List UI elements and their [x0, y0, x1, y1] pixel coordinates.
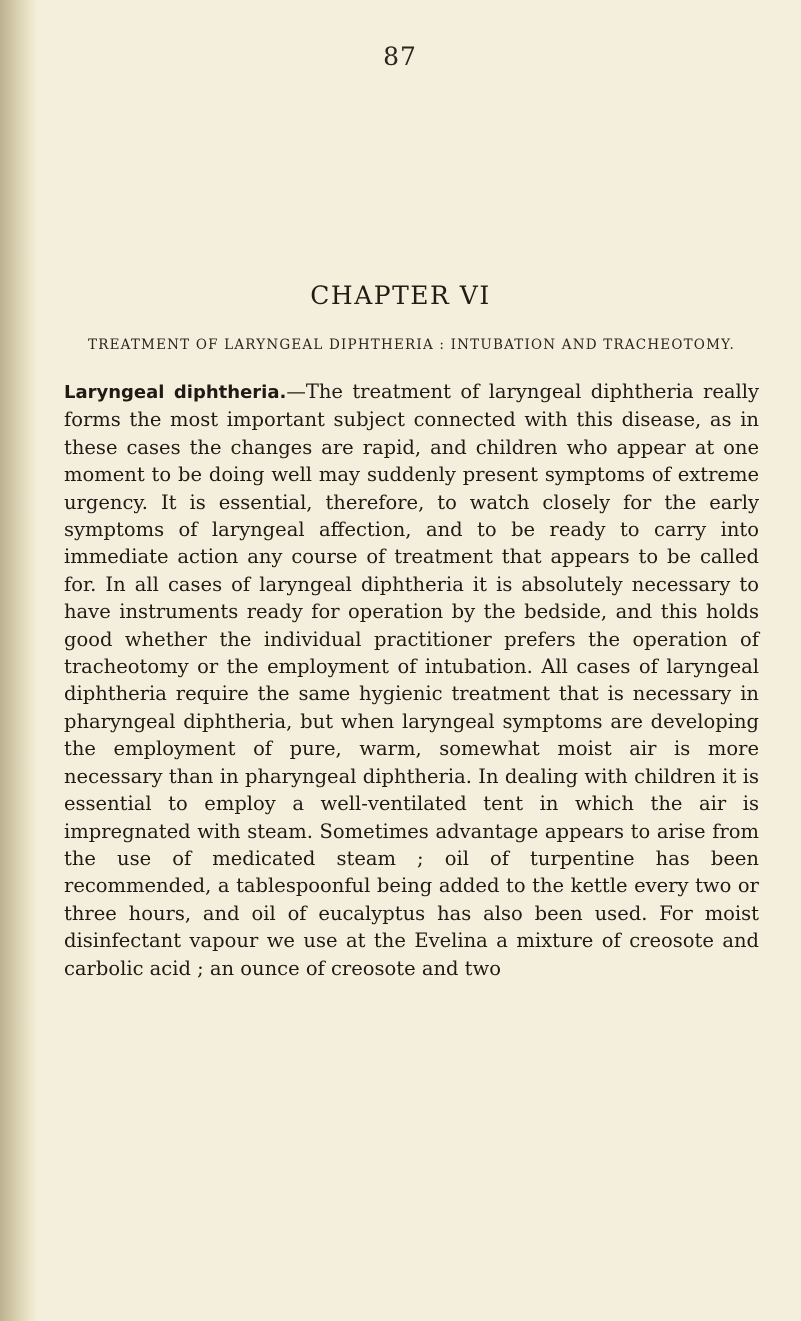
page-number: 87 [383, 42, 417, 71]
page-spine-shadow [0, 0, 38, 1321]
chapter-heading: CHAPTER VI [310, 281, 491, 310]
paragraph-lead-phrase: Laryngeal diphtheria. [64, 382, 287, 403]
paragraph-text: —The treatment of laryngeal diphtheria really forms the most important subject connected with this disease, as in these cases the changes are rapid, and children who appear at one moment to be doing well may suddenly present symptoms of extreme urgency. It is essential, therefore, to watch closely for the early symptoms of laryngeal affection, and to be ready to carry into immediate action any course of treatment that appears to be called for. In all cases of laryngeal diphtheria it is absolutely necessary to have instruments ready for operation by the bedside, and this holds good whether the individual practitioner prefers the operation of tracheotomy or the employment of intubation. All cases of laryngeal diphtheria require the same hygienic treatment that is necessary in pharyngeal diphtheria, but when laryngeal symptoms are developing the employment of pure, warm, somewhat moist air is more necessary than in pharyngeal diphtheria. In dealing with children it is essential to employ a well-ventilated tent in which the air is impregnated with steam. Sometimes advantage appears to arise from the use of medicated steam ; oil of turpentine has been recommended, a tablespoonful being added to the kettle every two or three hours, and oil of eucalyptus has also been used. For moist disinfectant vapour we use at the Evelina a mixture of creosote and carbolic acid ; an ounce of creosote and two [64, 380, 759, 980]
body-paragraph [64, 378, 759, 982]
chapter-subtitle: TREATMENT OF LARYNGEAL DIPHTHERIA : INTUBATION AND TRACHEOTOMY. [88, 337, 735, 353]
